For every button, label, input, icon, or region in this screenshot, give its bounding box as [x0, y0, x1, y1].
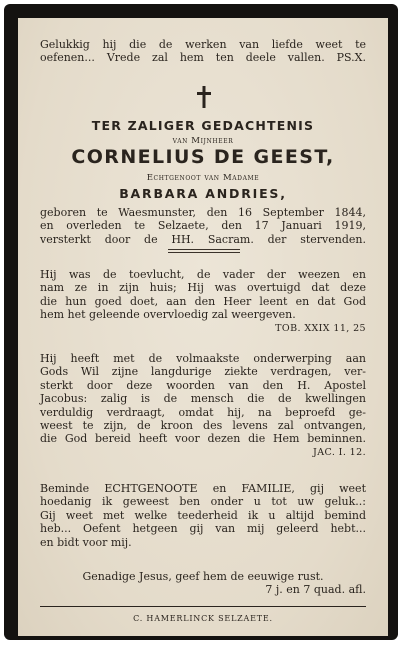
divider	[168, 252, 240, 253]
spouse-name: BARBARA ANDRIES,	[119, 186, 287, 201]
text-line: hoedanig ik geweest ben onder u tot uw geluk..:	[40, 495, 366, 509]
divider	[168, 249, 240, 250]
text-line: Jacobus: zalig is de mensch die de kwellingen	[40, 392, 366, 406]
text-line: Gods Wil zijne langdurige ziekte verdragen, ver-	[40, 365, 366, 379]
text-line: Hij heeft met de volmaakste onderwerping aan	[40, 352, 366, 365]
text-line: sterkt door deze woorden van den H. Apostel	[40, 378, 366, 392]
memorial-card	[4, 4, 398, 640]
paragraph-1	[40, 268, 366, 335]
text-line: Gij weet met welke teederheid ik u altijd bemind	[40, 508, 366, 522]
text-line: en bidt voor mij.	[40, 535, 132, 549]
text-line: verduldig verdraagt, omdat hij, na beproefd ge-	[40, 405, 366, 419]
scripture-reference: JAC. I. 12.	[313, 446, 366, 458]
card-paper	[18, 18, 388, 636]
text-line: Hij was de toevlucht, de vader der weezen en	[40, 268, 366, 281]
text-line: hem het geleende overvloedig zal weergeven.	[40, 308, 296, 322]
indulgence-line: 7 j. en 7 quad. afl.	[265, 583, 366, 597]
date-line: geboren te Waesmunster, den 16 September 1844,	[40, 206, 366, 219]
van-label: van Mijnheer	[172, 136, 234, 146]
paragraph-2	[40, 352, 366, 459]
printer-credit: C. HAMERLINCK SELZAETE.	[133, 614, 273, 623]
memorial-heading: TER ZALIGER GEDACHTENIS	[91, 118, 315, 133]
date-line: versterkt door de HH. Sacram. der stervenden.	[40, 232, 366, 246]
text-line: die hun goed doet, aan den Heer leent en dat God	[40, 294, 366, 308]
deceased-name: CORNELIUS DE GEEST,	[71, 146, 335, 168]
date-line: en overleden te Selzaete, den 17 Januari 1919,	[40, 219, 366, 233]
closing	[40, 570, 366, 597]
text-line: die God bereid heeft voor dezen die Hem beminnen.	[40, 432, 366, 446]
text-line: Beminde ECHTGENOOTE en FAMILIE, gij weet	[40, 482, 366, 495]
text-line: nam ze in zijn huis; Hij was overtuigd dat deze	[40, 281, 366, 295]
text-line: weest te zijn, de kroon des levens zal ontvangen,	[40, 419, 366, 433]
paragraph-3	[40, 482, 366, 549]
cross-icon	[197, 86, 211, 108]
epigraph	[40, 38, 366, 65]
dates-block	[40, 206, 366, 246]
text-line: heb... Oefent hetgeen gij van mij geleerd hebt...	[40, 522, 366, 536]
scripture-reference: TOB. XXIX 11, 25	[275, 322, 366, 334]
prayer-line: Genadige Jesus, geef hem de eeuwige rust.	[82, 570, 324, 583]
epigraph-line: Gelukkig hij die de werken van liefde weet te	[40, 38, 366, 51]
bottom-rule	[40, 606, 366, 607]
epigraph-line: oefenen... Vrede zal hem ten deele vallen. PS.X.	[40, 51, 366, 65]
spouse-label: Echtgenoot van Madame	[146, 173, 260, 183]
